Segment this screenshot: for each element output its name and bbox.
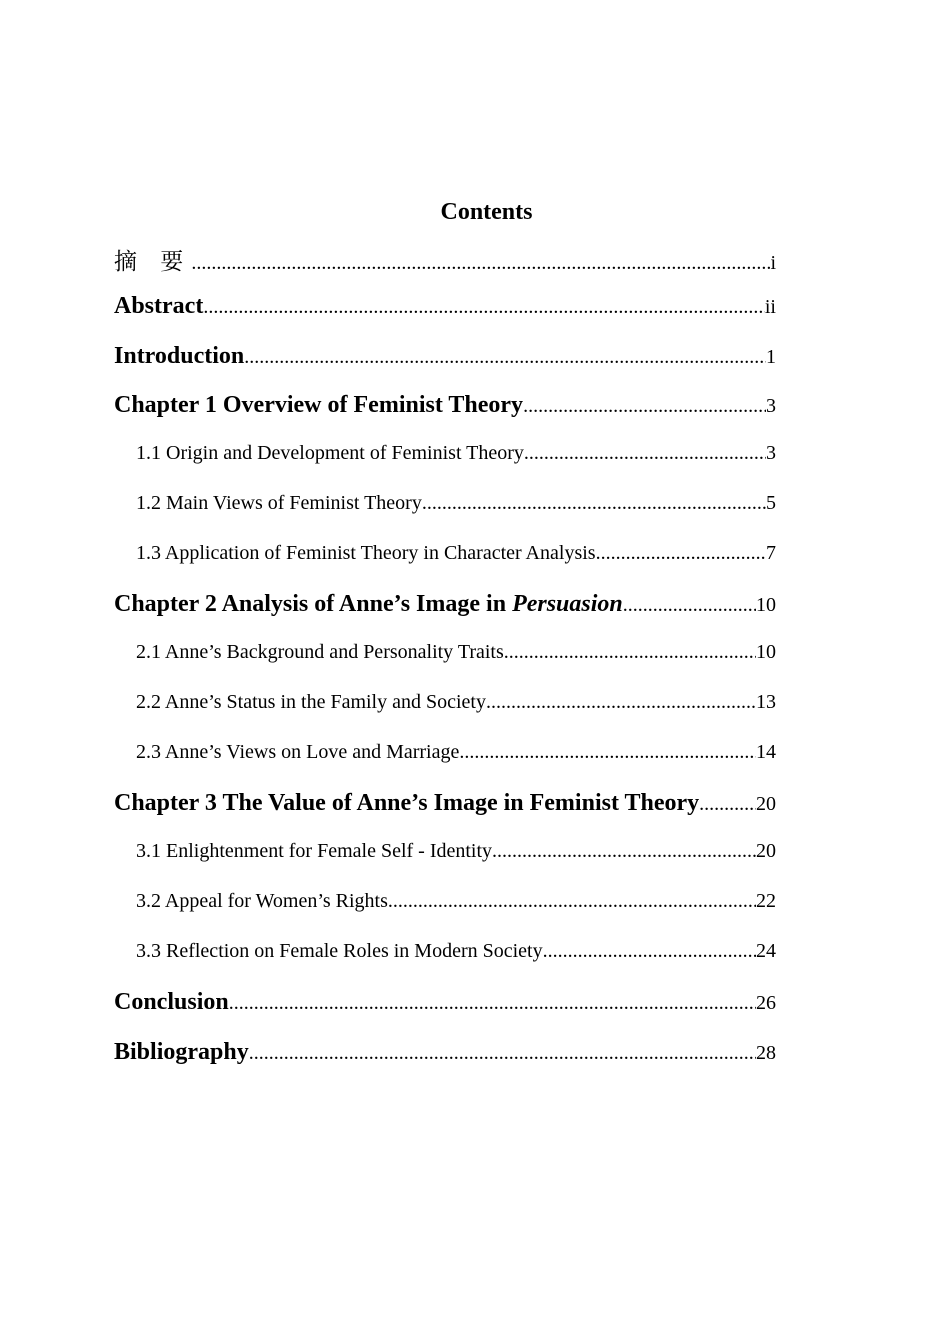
toc-entry-label: 3.1 Enlightenment for Female Self - Identity (136, 840, 493, 862)
dot-leader (504, 641, 756, 664)
toc-entry-section-1-3[interactable] (114, 542, 776, 592)
toc-entry-section-2-2[interactable] (114, 691, 776, 741)
toc-page-number: 1 (766, 345, 776, 368)
toc-page-number: 26 (756, 992, 776, 1015)
toc-page-number: 20 (756, 793, 776, 816)
toc-entry-label: 2.3 Anne’s Views on Love and Marriage (136, 740, 460, 763)
toc-page-number: 7 (766, 541, 776, 564)
toc-entry-chapter-2[interactable] (114, 591, 776, 641)
toc-entry-section-3-3[interactable] (114, 940, 776, 990)
toc-entry-conclusion[interactable] (114, 989, 776, 1039)
toc-entry-abstract[interactable] (114, 293, 776, 343)
dot-leader (388, 890, 756, 913)
dot-leader (523, 395, 766, 418)
toc-entry-label: 1.3 Application of Feminist Theory in Character Analysis (136, 541, 596, 564)
toc-entry-section-2-3[interactable] (114, 741, 776, 791)
dot-leader (486, 691, 756, 714)
toc-page-number: 13 (756, 690, 776, 713)
dot-leader (244, 346, 766, 369)
toc-entry-label (114, 591, 623, 618)
toc-entry-label: 3.3 Reflection on Female Roles in Modern Society (136, 939, 543, 962)
dot-leader (191, 252, 770, 275)
toc-page-number: 28 (756, 1042, 776, 1064)
toc-entry-chapter-1[interactable] (114, 392, 776, 442)
toc-page-number: 3 (766, 395, 776, 418)
toc-entry-label: Chapter 3 The Value of Anne’s Image in Feminist Theory (114, 790, 700, 817)
dot-leader (699, 793, 756, 816)
toc-entry-label: 1.1 Origin and Development of Feminist Theory (136, 442, 524, 464)
toc-page-number: 14 (756, 740, 776, 763)
toc-page-number: i (770, 252, 776, 274)
toc-entry-label: 1.2 Main Views of Feminist Theory (136, 491, 422, 514)
toc-page-number: 10 (756, 641, 776, 663)
toc-entry-abstract-chinese[interactable] (114, 243, 776, 293)
toc-entry-label: Conclusion (114, 989, 229, 1016)
toc-page-number: 22 (756, 889, 776, 912)
book-title-italic: Persuasion (512, 591, 623, 618)
dot-leader (459, 741, 756, 764)
toc-page-number: 5 (766, 491, 776, 514)
dot-leader (524, 442, 766, 465)
dot-leader (229, 992, 756, 1015)
dot-leader (203, 296, 765, 319)
toc-entry-section-1-2[interactable] (114, 492, 776, 542)
dot-leader (596, 542, 766, 565)
toc-page-number: 24 (756, 939, 776, 962)
toc-entry-section-1-1[interactable] (114, 442, 776, 492)
dot-leader (422, 492, 766, 515)
toc-entry-label: 2.2 Anne’s Status in the Family and Society (136, 690, 486, 713)
toc-entry-section-3-1[interactable] (114, 840, 776, 890)
toc-entry-label: Bibliography (114, 1039, 249, 1065)
toc-page-number: 20 (756, 840, 776, 862)
toc-entry-label: 2.1 Anne’s Background and Personality Traits (136, 641, 504, 663)
toc-entry-label: 3.2 Appeal for Women’s Rights (136, 889, 388, 912)
dot-leader (623, 594, 756, 617)
toc-entry-label: Introduction (114, 342, 245, 369)
toc-entry-label-prefix: Chapter 2 Analysis of Anne’s Image in (114, 591, 513, 618)
table-of-contents (114, 243, 776, 1089)
dot-leader (249, 1042, 756, 1065)
toc-page-number: ii (764, 295, 776, 318)
toc-entry-introduction[interactable] (114, 343, 776, 393)
toc-entry-section-3-2[interactable] (114, 890, 776, 940)
dot-leader (543, 940, 756, 963)
dot-leader (492, 840, 756, 863)
toc-entry-label: Abstract (114, 292, 204, 319)
toc-entry-bibliography[interactable] (114, 1039, 776, 1089)
toc-page-number: 3 (766, 442, 776, 464)
toc-entry-label: Chapter 1 Overview of Feminist Theory (114, 392, 524, 419)
page-title: Contents (440, 199, 533, 225)
toc-entry-label: 摘 要 (114, 249, 192, 275)
toc-page-number: 10 (756, 594, 776, 617)
toc-entry-section-2-1[interactable] (114, 641, 776, 691)
toc-entry-chapter-3[interactable] (114, 790, 776, 840)
